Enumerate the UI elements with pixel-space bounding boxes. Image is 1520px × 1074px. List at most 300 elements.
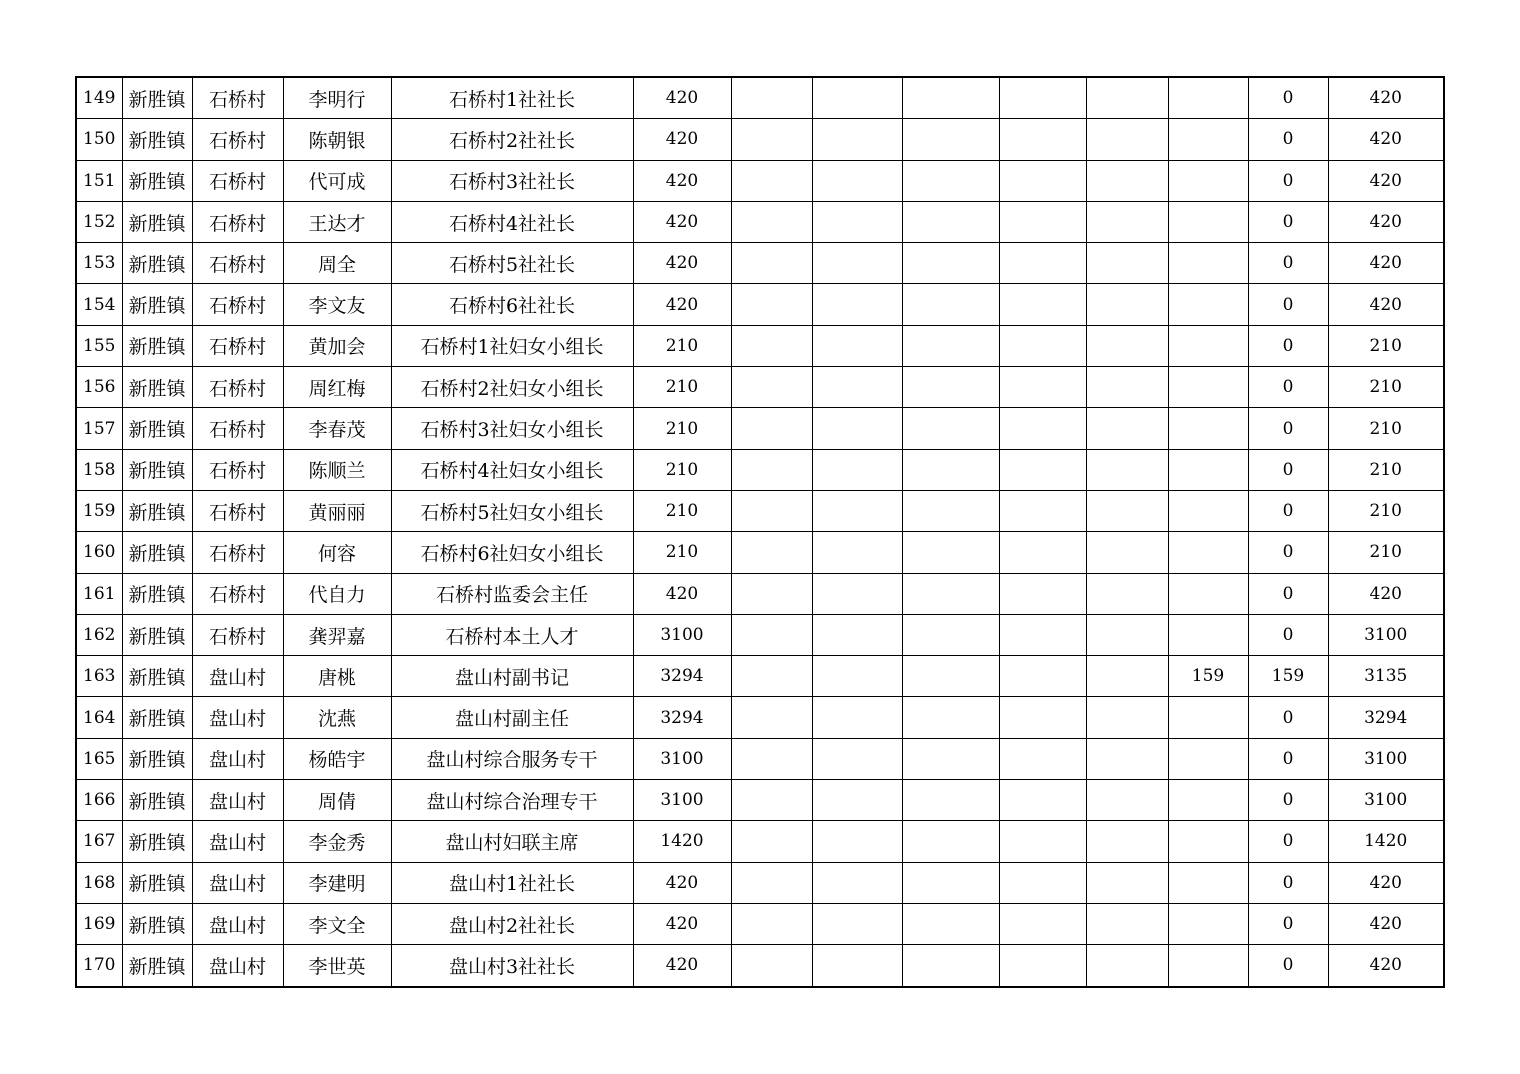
cell-amount: 420 [633,573,731,614]
cell-village: 盘山村 [192,697,283,738]
cell-col12 [1168,945,1248,987]
cell-deduct: 0 [1248,160,1328,201]
cell-col12: 159 [1168,656,1248,697]
cell-col10 [999,738,1086,779]
cell-col8 [812,449,902,490]
cell-position: 盘山村综合治理专干 [391,780,633,821]
cell-amount: 420 [633,119,731,160]
cell-col12 [1168,821,1248,862]
cell-col8 [812,821,902,862]
cell-col7 [731,119,812,160]
cell-col8 [812,119,902,160]
cell-village: 盘山村 [192,862,283,903]
cell-seq: 156 [76,367,122,408]
cell-amount: 420 [633,160,731,201]
cell-seq: 170 [76,945,122,987]
cell-amount: 1420 [633,821,731,862]
cell-total: 3100 [1328,738,1444,779]
cell-amount: 210 [633,490,731,531]
cell-total: 420 [1328,945,1444,987]
cell-position: 石桥村监委会主任 [391,573,633,614]
table-row [76,367,1444,408]
cell-col11 [1086,243,1168,284]
cell-town: 新胜镇 [122,284,192,325]
cell-town: 新胜镇 [122,367,192,408]
cell-col12 [1168,614,1248,655]
cell-deduct: 0 [1248,201,1328,242]
cell-name: 陈顺兰 [283,449,391,490]
cell-deduct: 0 [1248,903,1328,944]
cell-col11 [1086,780,1168,821]
cell-village: 石桥村 [192,201,283,242]
cell-col11 [1086,119,1168,160]
cell-col9 [902,656,999,697]
cell-village: 石桥村 [192,243,283,284]
cell-town: 新胜镇 [122,697,192,738]
cell-village: 石桥村 [192,77,283,119]
cell-col9 [902,201,999,242]
table-row [76,119,1444,160]
cell-name: 代可成 [283,160,391,201]
cell-deduct: 0 [1248,408,1328,449]
cell-col7 [731,284,812,325]
cell-name: 李明行 [283,77,391,119]
cell-col8 [812,490,902,531]
cell-total: 420 [1328,284,1444,325]
table-row [76,821,1444,862]
cell-name: 李文全 [283,903,391,944]
cell-seq: 162 [76,614,122,655]
cell-col11 [1086,532,1168,573]
cell-col9 [902,243,999,284]
cell-town: 新胜镇 [122,945,192,987]
cell-seq: 151 [76,160,122,201]
cell-col11 [1086,945,1168,987]
cell-name: 陈朝银 [283,119,391,160]
table-row [76,945,1444,987]
cell-town: 新胜镇 [122,243,192,284]
cell-position: 石桥村5社社长 [391,243,633,284]
cell-amount: 420 [633,243,731,284]
cell-col8 [812,408,902,449]
cell-amount: 210 [633,532,731,573]
cell-col12 [1168,284,1248,325]
cell-col7 [731,77,812,119]
cell-col10 [999,573,1086,614]
cell-position: 盘山村2社社长 [391,903,633,944]
cell-col10 [999,656,1086,697]
cell-seq: 152 [76,201,122,242]
table-row [76,201,1444,242]
cell-name: 黄加会 [283,325,391,366]
cell-position: 盘山村妇联主席 [391,821,633,862]
cell-col8 [812,573,902,614]
cell-total: 210 [1328,408,1444,449]
cell-total: 420 [1328,243,1444,284]
cell-col12 [1168,738,1248,779]
cell-col10 [999,119,1086,160]
cell-position: 盘山村综合服务专干 [391,738,633,779]
cell-town: 新胜镇 [122,738,192,779]
cell-col7 [731,325,812,366]
cell-col10 [999,367,1086,408]
cell-col9 [902,614,999,655]
cell-amount: 3100 [633,614,731,655]
cell-town: 新胜镇 [122,119,192,160]
cell-col9 [902,903,999,944]
cell-seq: 161 [76,573,122,614]
cell-deduct: 0 [1248,77,1328,119]
cell-col12 [1168,780,1248,821]
cell-village: 盘山村 [192,903,283,944]
cell-col8 [812,614,902,655]
cell-col7 [731,738,812,779]
cell-col10 [999,77,1086,119]
cell-col12 [1168,243,1248,284]
cell-deduct: 0 [1248,243,1328,284]
cell-amount: 420 [633,284,731,325]
cell-position: 石桥村6社妇女小组长 [391,532,633,573]
cell-seq: 168 [76,862,122,903]
cell-seq: 159 [76,490,122,531]
cell-name: 王达才 [283,201,391,242]
cell-col11 [1086,697,1168,738]
cell-col7 [731,614,812,655]
cell-amount: 420 [633,77,731,119]
cell-col10 [999,903,1086,944]
cell-deduct: 0 [1248,367,1328,408]
cell-total: 420 [1328,160,1444,201]
cell-seq: 157 [76,408,122,449]
cell-col11 [1086,325,1168,366]
cell-col7 [731,821,812,862]
cell-amount: 3294 [633,697,731,738]
cell-town: 新胜镇 [122,449,192,490]
cell-col9 [902,821,999,862]
table-row [76,284,1444,325]
cell-town: 新胜镇 [122,532,192,573]
cell-position: 石桥村3社社长 [391,160,633,201]
cell-deduct: 0 [1248,697,1328,738]
cell-position: 石桥村2社社长 [391,119,633,160]
cell-col8 [812,160,902,201]
cell-col11 [1086,490,1168,531]
cell-town: 新胜镇 [122,160,192,201]
cell-col9 [902,119,999,160]
cell-total: 420 [1328,573,1444,614]
cell-village: 石桥村 [192,367,283,408]
cell-col9 [902,945,999,987]
cell-col12 [1168,77,1248,119]
cell-col7 [731,408,812,449]
cell-col12 [1168,490,1248,531]
cell-col10 [999,945,1086,987]
cell-deduct: 0 [1248,325,1328,366]
cell-total: 3294 [1328,697,1444,738]
cell-deduct: 0 [1248,862,1328,903]
cell-position: 石桥村4社妇女小组长 [391,449,633,490]
cell-name: 黄丽丽 [283,490,391,531]
cell-col9 [902,367,999,408]
table-row [76,408,1444,449]
table-row [76,780,1444,821]
cell-col12 [1168,408,1248,449]
cell-col11 [1086,903,1168,944]
cell-col10 [999,532,1086,573]
cell-amount: 210 [633,367,731,408]
cell-town: 新胜镇 [122,325,192,366]
cell-deduct: 0 [1248,945,1328,987]
cell-col8 [812,532,902,573]
cell-col8 [812,945,902,987]
cell-village: 石桥村 [192,532,283,573]
table-row [76,903,1444,944]
cell-col12 [1168,201,1248,242]
cell-deduct: 159 [1248,656,1328,697]
cell-col7 [731,201,812,242]
cell-col10 [999,201,1086,242]
cell-seq: 154 [76,284,122,325]
cell-position: 石桥村1社妇女小组长 [391,325,633,366]
cell-name: 沈燕 [283,697,391,738]
cell-col11 [1086,77,1168,119]
cell-col8 [812,903,902,944]
cell-name: 李金秀 [283,821,391,862]
cell-col7 [731,903,812,944]
cell-col7 [731,862,812,903]
cell-col10 [999,862,1086,903]
cell-position: 盘山村1社社长 [391,862,633,903]
cell-town: 新胜镇 [122,614,192,655]
cell-seq: 158 [76,449,122,490]
cell-amount: 210 [633,449,731,490]
cell-col8 [812,367,902,408]
cell-total: 420 [1328,77,1444,119]
cell-col11 [1086,449,1168,490]
cell-town: 新胜镇 [122,862,192,903]
table-body [76,77,1444,987]
cell-col11 [1086,821,1168,862]
cell-col12 [1168,449,1248,490]
table-row [76,656,1444,697]
cell-amount: 210 [633,408,731,449]
cell-village: 石桥村 [192,573,283,614]
cell-total: 3100 [1328,614,1444,655]
cell-seq: 155 [76,325,122,366]
cell-name: 唐桃 [283,656,391,697]
cell-town: 新胜镇 [122,408,192,449]
cell-position: 石桥村6社社长 [391,284,633,325]
cell-total: 3100 [1328,780,1444,821]
cell-col10 [999,614,1086,655]
table-row [76,614,1444,655]
cell-col7 [731,449,812,490]
cell-town: 新胜镇 [122,201,192,242]
cell-name: 周红梅 [283,367,391,408]
cell-amount: 3100 [633,738,731,779]
cell-col10 [999,284,1086,325]
cell-col7 [731,243,812,284]
cell-deduct: 0 [1248,821,1328,862]
cell-seq: 164 [76,697,122,738]
table-row [76,532,1444,573]
cell-deduct: 0 [1248,119,1328,160]
cell-name: 李文友 [283,284,391,325]
cell-col7 [731,367,812,408]
cell-col11 [1086,656,1168,697]
cell-deduct: 0 [1248,532,1328,573]
cell-deduct: 0 [1248,614,1328,655]
cell-col9 [902,738,999,779]
cell-position: 石桥村2社妇女小组长 [391,367,633,408]
cell-village: 石桥村 [192,160,283,201]
cell-village: 盘山村 [192,780,283,821]
cell-position: 盘山村副主任 [391,697,633,738]
cell-town: 新胜镇 [122,573,192,614]
cell-name: 李春茂 [283,408,391,449]
cell-col11 [1086,367,1168,408]
cell-col12 [1168,532,1248,573]
table-row [76,738,1444,779]
table-row [76,862,1444,903]
cell-name: 李建明 [283,862,391,903]
cell-village: 石桥村 [192,408,283,449]
cell-col9 [902,408,999,449]
cell-col10 [999,780,1086,821]
cell-col9 [902,862,999,903]
cell-position: 石桥村4社社长 [391,201,633,242]
cell-total: 210 [1328,325,1444,366]
cell-col8 [812,243,902,284]
cell-total: 210 [1328,367,1444,408]
cell-col11 [1086,738,1168,779]
cell-col9 [902,449,999,490]
cell-name: 龚羿嘉 [283,614,391,655]
cell-seq: 160 [76,532,122,573]
cell-col9 [902,780,999,821]
cell-col10 [999,449,1086,490]
cell-name: 周倩 [283,780,391,821]
cell-col8 [812,656,902,697]
cell-amount: 3100 [633,780,731,821]
cell-col7 [731,532,812,573]
table-row [76,243,1444,284]
cell-col12 [1168,160,1248,201]
cell-col12 [1168,325,1248,366]
cell-deduct: 0 [1248,573,1328,614]
cell-col9 [902,284,999,325]
cell-name: 代自力 [283,573,391,614]
table-row [76,325,1444,366]
cell-col9 [902,490,999,531]
cell-position: 石桥村5社妇女小组长 [391,490,633,531]
cell-col8 [812,738,902,779]
table-row [76,449,1444,490]
cell-col12 [1168,573,1248,614]
cell-deduct: 0 [1248,449,1328,490]
cell-total: 420 [1328,862,1444,903]
cell-village: 盘山村 [192,738,283,779]
cell-deduct: 0 [1248,738,1328,779]
cell-total: 1420 [1328,821,1444,862]
cell-col7 [731,160,812,201]
cell-name: 杨皓宇 [283,738,391,779]
cell-col12 [1168,119,1248,160]
cell-col7 [731,945,812,987]
cell-village: 石桥村 [192,119,283,160]
cell-name: 李世英 [283,945,391,987]
cell-col12 [1168,367,1248,408]
cell-col8 [812,862,902,903]
cell-col9 [902,573,999,614]
cell-col11 [1086,573,1168,614]
table-row [76,77,1444,119]
cell-col8 [812,697,902,738]
cell-seq: 169 [76,903,122,944]
cell-col12 [1168,862,1248,903]
cell-col11 [1086,284,1168,325]
cell-position: 石桥村本土人才 [391,614,633,655]
cell-total: 420 [1328,201,1444,242]
cell-seq: 150 [76,119,122,160]
cell-name: 周全 [283,243,391,284]
cell-deduct: 0 [1248,284,1328,325]
cell-amount: 420 [633,201,731,242]
cell-total: 420 [1328,903,1444,944]
cell-col11 [1086,160,1168,201]
salary-table [75,76,1445,988]
cell-col7 [731,697,812,738]
cell-village: 石桥村 [192,449,283,490]
cell-seq: 165 [76,738,122,779]
cell-col8 [812,780,902,821]
cell-col11 [1086,408,1168,449]
cell-col10 [999,821,1086,862]
cell-town: 新胜镇 [122,821,192,862]
cell-col11 [1086,862,1168,903]
cell-seq: 153 [76,243,122,284]
table-row [76,490,1444,531]
cell-village: 盘山村 [192,945,283,987]
cell-col10 [999,490,1086,531]
cell-total: 210 [1328,449,1444,490]
cell-town: 新胜镇 [122,77,192,119]
cell-village: 石桥村 [192,325,283,366]
cell-col9 [902,325,999,366]
cell-col11 [1086,201,1168,242]
cell-col12 [1168,697,1248,738]
cell-seq: 166 [76,780,122,821]
cell-col10 [999,160,1086,201]
cell-deduct: 0 [1248,780,1328,821]
cell-total: 210 [1328,532,1444,573]
cell-deduct: 0 [1248,490,1328,531]
cell-col9 [902,160,999,201]
cell-col10 [999,325,1086,366]
cell-village: 石桥村 [192,490,283,531]
table-row [76,160,1444,201]
cell-col12 [1168,903,1248,944]
cell-col10 [999,697,1086,738]
cell-name: 何容 [283,532,391,573]
cell-col7 [731,573,812,614]
cell-col9 [902,77,999,119]
cell-col10 [999,408,1086,449]
cell-col8 [812,284,902,325]
cell-position: 盘山村3社社长 [391,945,633,987]
cell-col8 [812,325,902,366]
table-row [76,573,1444,614]
